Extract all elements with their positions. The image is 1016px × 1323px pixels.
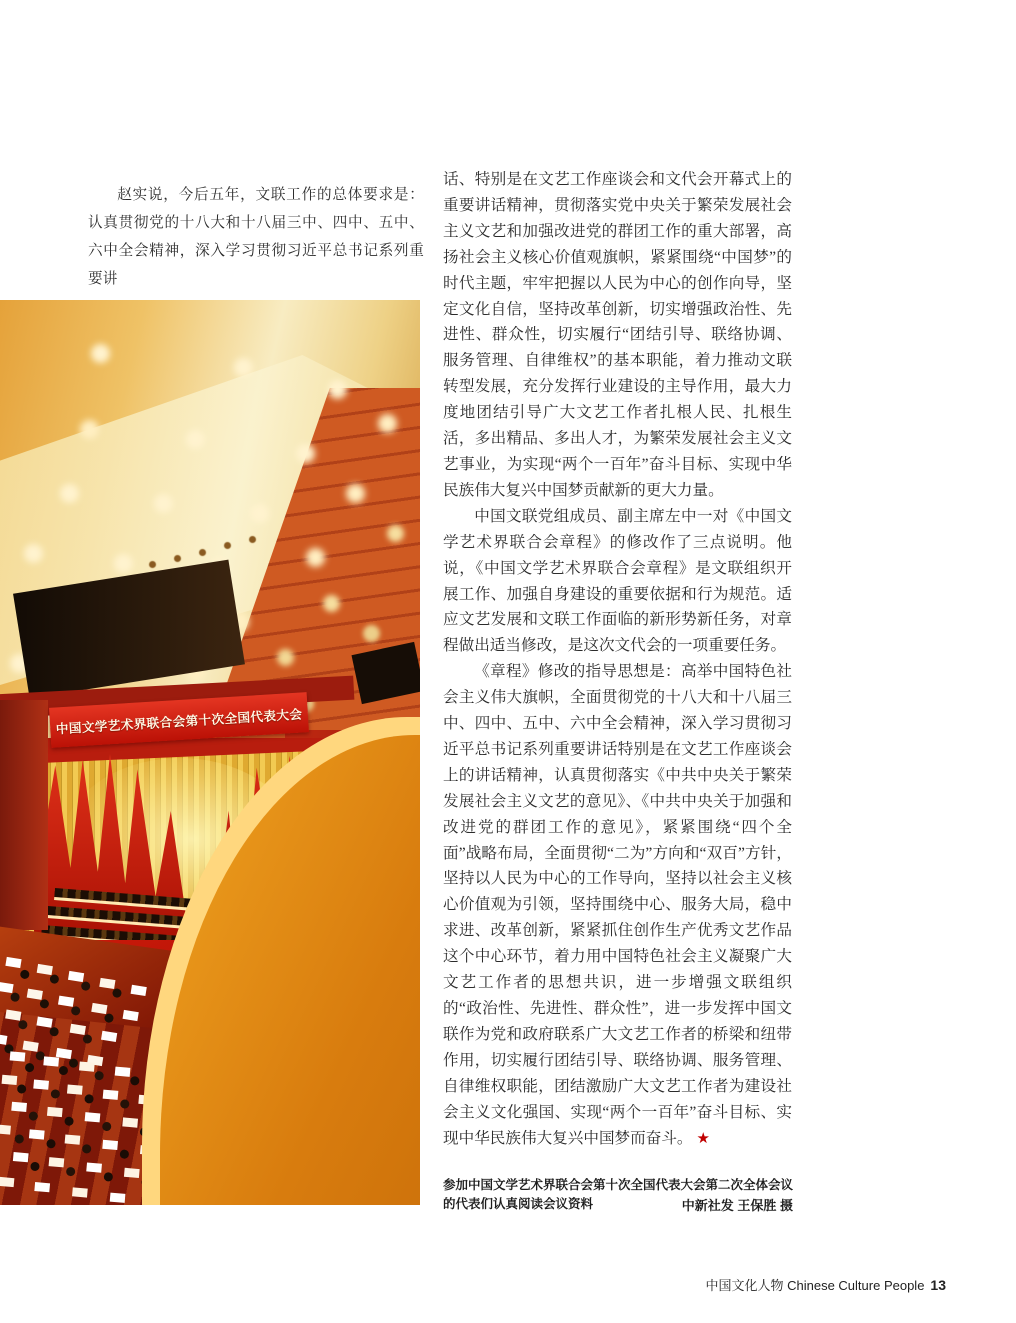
- magazine-title: 中国文化人物 Chinese Culture People: [705, 1278, 925, 1293]
- end-star-icon: ★: [696, 1129, 710, 1147]
- caption-credit: 中新社发 王保胜 摄: [674, 1196, 793, 1215]
- article-paragraph-1: 话、特别是在文艺工作座谈会和文代会开幕式上的重要讲话精神，贯彻落实党中央关于繁荣发展社会主义文艺和加强改进党的群团工作的重大部署，高扬社会主义核心价值观旗帜，紧紧围绕“中国梦”的时代主题，牢牢把握以人民为中心的创作向导，坚定文化自信，坚持改革创新，切实增强政治性、先进性、群众性，切实履行“团结引导、联络协调、服务管理、自律维权”的基本职能，着力推动文联转型发展，充分发挥行业建设的主导作用，最大力度地团结引导广大文艺工作者扎根人民、扎根生活，多出精品、多出人才，为繁荣发展社会主义文艺事业，为实现“两个一百年”奋斗目标、实现中华民族伟大复兴中国梦贡献新的更大力量。: [443, 171, 792, 499]
- audience-papers: [10, 1051, 26, 1061]
- article-column: [443, 167, 792, 1151]
- article-paragraph-3: [443, 659, 792, 1151]
- banner-text: 中国文学艺术界联合会第十次全国代表大会: [55, 706, 303, 737]
- conference-hall-photo: [0, 300, 420, 1205]
- left-pillar: [0, 700, 48, 930]
- audience-desks-lower: [10, 1051, 26, 1061]
- photo-caption: [443, 1176, 793, 1214]
- ceiling-recessed-spots: [0, 300, 5, 305]
- page-footer: [0, 1275, 946, 1294]
- page-number: 13: [930, 1277, 946, 1293]
- article-paragraph-2: 中国文联党组成员、副主席左中一对《中国文学艺术界联合会章程》的修改作了三点说明。他说，《中国文学艺术界联合会章程》是文联组织开展工作、加强自身建设的重要依据和行为规范。适应文艺发展和文联工作面临的新形势新任务，对章程做出适当修改，是这次文代会的一项重要任务。: [443, 507, 792, 655]
- intro-paragraph: 赵实说，今后五年，文联工作的总体要求是：认真贯彻党的十八大和十八届三中、四中、五中、六中全会精神，深入学习贯彻习近平总书记系列重要讲: [88, 186, 424, 287]
- paragraph-3-text: 《章程》修改的指导思想是：高举中国特色社会主义伟大旗帜，全面贯彻党的十八大和十八届三中、四中、五中、六中全会精神，深入学习贯彻习近平总书记系列重要讲话特别是在文艺工作座谈会上的讲话精神，认真贯彻落实《中共中央关于繁荣发展社会主义文艺的意见》、《中共中央关于加强和改进党的群团工作的意见》，紧紧围绕“四个全面”战略布局，全面贯彻“二为”方向和“双百”方针，坚持以人民为中心的工作导向，坚持以社会主义核心价值观为引领，坚持围绕中心、服务大局，稳中求进、改革创新，紧紧抓住创作生产优秀文艺作品这个中心环节，着力用中国特色社会主义凝聚广大文艺工作者的思想共识，进一步增强文联组织的“政治性、先进性、群众性”，进一步发挥中国文联作为党和政府联系广大文艺工作者的桥梁和纽带作用，切实履行团结引导、联络协调、服务管理、自律维权职能，团结激励广大文艺工作者为建设社会主义文化强国、实现“两个一百年”奋斗目标、实现中华民族伟大复兴中国梦而奋斗。: [443, 663, 792, 1147]
- caption-text: 参加中国文学艺术界联合会第十次全国代表大会第二次全体会议的代表们认真阅读会议资料: [443, 1178, 794, 1211]
